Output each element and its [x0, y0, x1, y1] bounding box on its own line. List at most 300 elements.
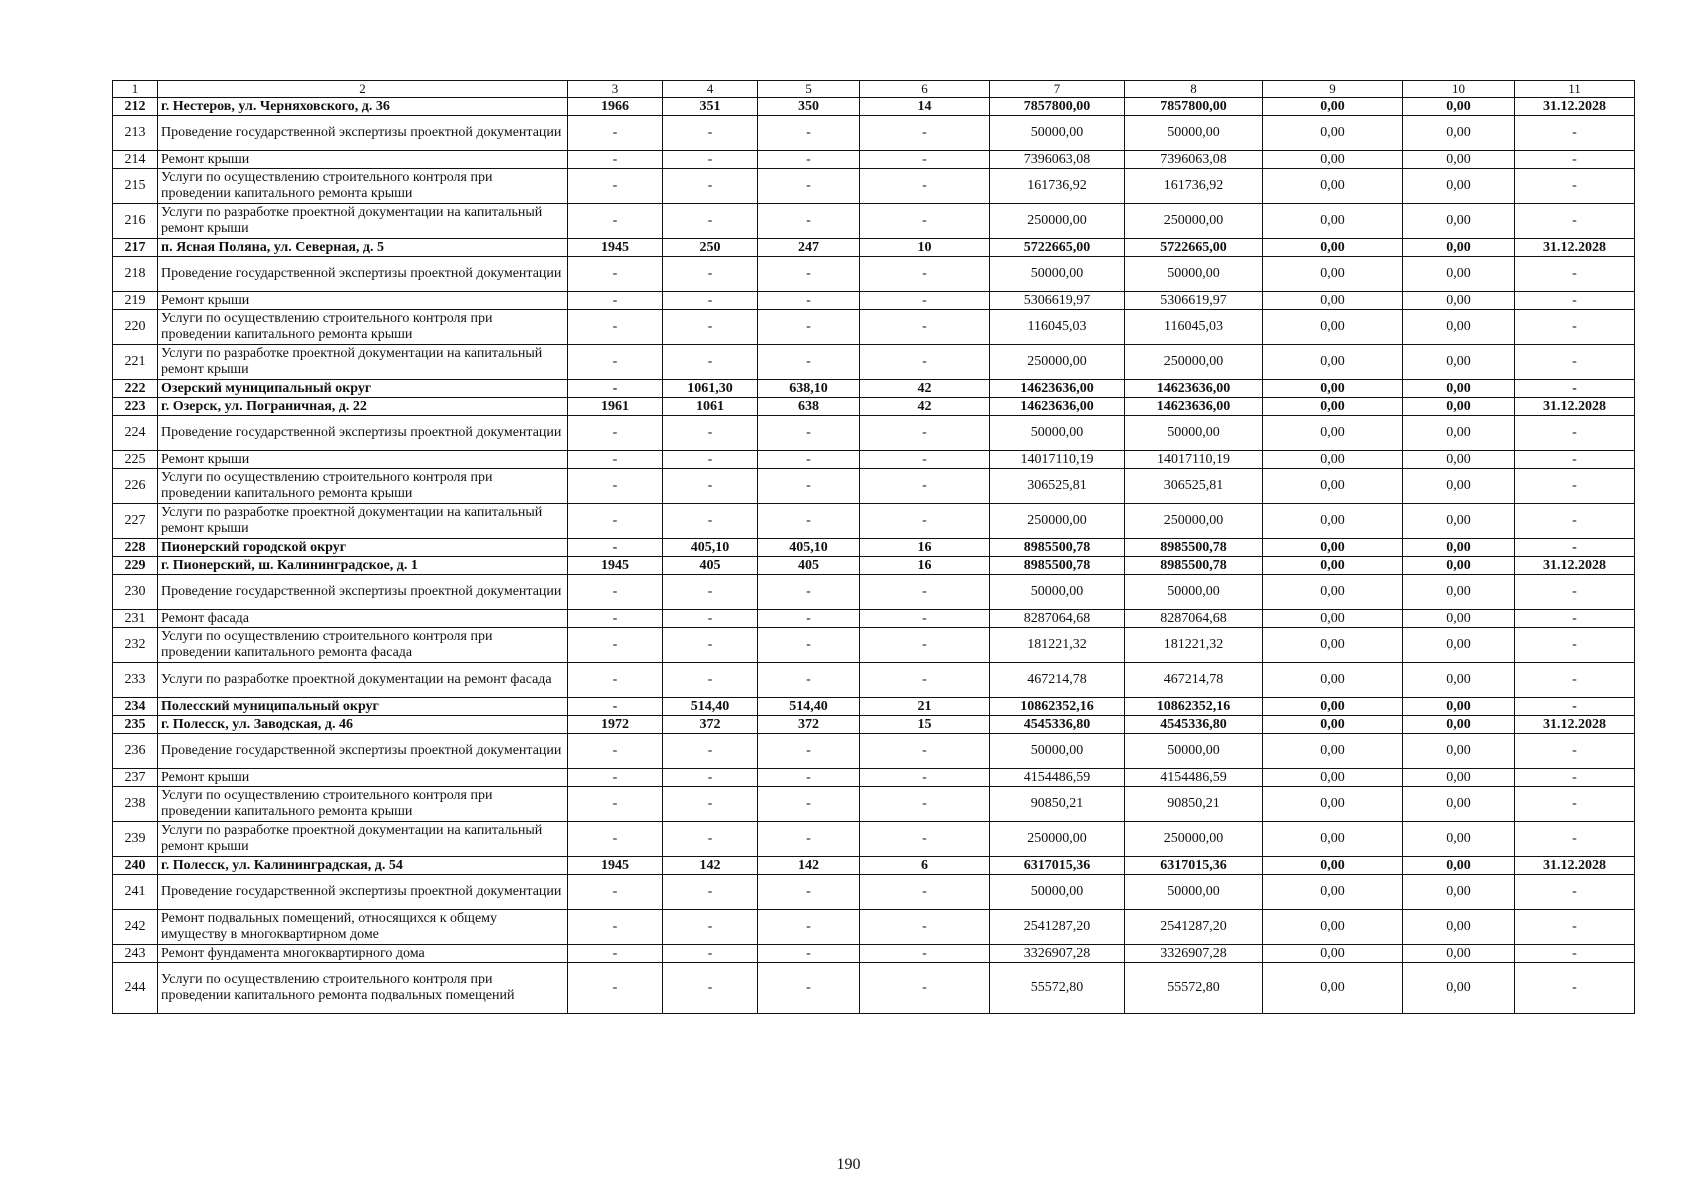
value-cell: 0,00 [1403, 451, 1515, 469]
description-cell: Услуги по разработке проектной документации на капитальный ремонт крыши [158, 345, 568, 380]
table-row [113, 769, 1635, 787]
value-cell: - [663, 116, 758, 151]
table-row [113, 151, 1635, 169]
column-header: 6 [860, 81, 990, 98]
value-cell: 16 [860, 557, 990, 575]
value-cell: 350 [758, 98, 860, 116]
value-cell: - [860, 257, 990, 292]
value-cell: 50000,00 [1125, 257, 1263, 292]
value-cell: 405,10 [663, 539, 758, 557]
value-cell: - [758, 416, 860, 451]
value-cell: - [758, 504, 860, 539]
value-cell: - [860, 469, 990, 504]
value-cell: - [758, 663, 860, 698]
value-cell: 14623636,00 [990, 398, 1125, 416]
value-cell: 50000,00 [1125, 416, 1263, 451]
row-number-cell: 231 [113, 610, 158, 628]
value-cell: 372 [663, 716, 758, 734]
row-number-cell: 230 [113, 575, 158, 610]
row-number-cell: 244 [113, 963, 158, 1014]
value-cell: 0,00 [1263, 787, 1403, 822]
description-cell: Услуги по разработке проектной документации на ремонт фасада [158, 663, 568, 698]
value-cell: - [568, 963, 663, 1014]
value-cell: 0,00 [1263, 116, 1403, 151]
value-cell: 0,00 [1263, 151, 1403, 169]
table-row [113, 663, 1635, 698]
value-cell: 10862352,16 [990, 698, 1125, 716]
value-cell: 55572,80 [990, 963, 1125, 1014]
value-cell: 0,00 [1263, 910, 1403, 945]
value-cell: - [1515, 663, 1635, 698]
value-cell: - [758, 451, 860, 469]
value-cell: 351 [663, 98, 758, 116]
value-cell: 247 [758, 239, 860, 257]
value-cell: - [1515, 734, 1635, 769]
row-number-cell: 224 [113, 416, 158, 451]
value-cell: - [1515, 292, 1635, 310]
description-cell: Проведение государственной экспертизы проектной документации [158, 734, 568, 769]
row-number-cell: 237 [113, 769, 158, 787]
value-cell: - [663, 469, 758, 504]
value-cell: - [758, 734, 860, 769]
value-cell: 0,00 [1263, 557, 1403, 575]
value-cell: - [1515, 787, 1635, 822]
value-cell: 0,00 [1403, 257, 1515, 292]
value-cell: - [663, 663, 758, 698]
row-number-cell: 236 [113, 734, 158, 769]
table-row [113, 451, 1635, 469]
value-cell: - [663, 575, 758, 610]
value-cell: - [568, 945, 663, 963]
value-cell: - [568, 875, 663, 910]
value-cell: 1945 [568, 557, 663, 575]
value-cell: - [1515, 116, 1635, 151]
value-cell: 1961 [568, 398, 663, 416]
value-cell: - [663, 451, 758, 469]
value-cell: 181221,32 [990, 628, 1125, 663]
table-header-row [113, 81, 1635, 98]
table-row [113, 116, 1635, 151]
value-cell: - [860, 945, 990, 963]
value-cell: 0,00 [1263, 469, 1403, 504]
value-cell: - [1515, 469, 1635, 504]
value-cell: - [568, 169, 663, 204]
value-cell: - [568, 734, 663, 769]
value-cell: 7396063,08 [990, 151, 1125, 169]
value-cell: 0,00 [1263, 204, 1403, 239]
value-cell: 405 [758, 557, 860, 575]
value-cell: - [568, 628, 663, 663]
value-cell: - [568, 698, 663, 716]
value-cell: 0,00 [1403, 734, 1515, 769]
value-cell: - [1515, 769, 1635, 787]
value-cell: - [1515, 504, 1635, 539]
row-number-cell: 212 [113, 98, 158, 116]
value-cell: - [1515, 151, 1635, 169]
column-header: 9 [1263, 81, 1403, 98]
value-cell: 42 [860, 380, 990, 398]
value-cell: 5306619,97 [990, 292, 1125, 310]
value-cell: 161736,92 [990, 169, 1125, 204]
value-cell: 514,40 [663, 698, 758, 716]
description-cell: Услуги по осуществлению строительного контроля при проведении капитального ремонта подвальных помещений [158, 963, 568, 1014]
value-cell: 250000,00 [990, 204, 1125, 239]
value-cell: 250000,00 [1125, 822, 1263, 857]
value-cell: 0,00 [1403, 787, 1515, 822]
value-cell: 31.12.2028 [1515, 857, 1635, 875]
value-cell: 8985500,78 [990, 539, 1125, 557]
value-cell: 50000,00 [990, 116, 1125, 151]
description-cell: Проведение государственной экспертизы проектной документации [158, 875, 568, 910]
description-cell: Услуги по разработке проектной документации на капитальный ремонт крыши [158, 822, 568, 857]
description-cell: г. Пионерский, ш. Калининградское, д. 1 [158, 557, 568, 575]
value-cell: - [758, 292, 860, 310]
value-cell: 42 [860, 398, 990, 416]
value-cell: 0,00 [1263, 345, 1403, 380]
table-row [113, 628, 1635, 663]
page-number: 190 [836, 1156, 861, 1173]
description-cell: Услуги по разработке проектной документации на капитальный ремонт крыши [158, 504, 568, 539]
row-number-cell: 241 [113, 875, 158, 910]
table-row [113, 345, 1635, 380]
table-row [113, 557, 1635, 575]
value-cell: - [860, 169, 990, 204]
value-cell: - [568, 345, 663, 380]
value-cell: 0,00 [1403, 310, 1515, 345]
value-cell: - [1515, 910, 1635, 945]
row-number-cell: 214 [113, 151, 158, 169]
value-cell: 0,00 [1403, 857, 1515, 875]
value-cell: 2541287,20 [1125, 910, 1263, 945]
value-cell: 0,00 [1403, 469, 1515, 504]
value-cell: - [663, 769, 758, 787]
value-cell: - [1515, 539, 1635, 557]
value-cell: 0,00 [1403, 575, 1515, 610]
column-header: 11 [1515, 81, 1635, 98]
value-cell: - [663, 310, 758, 345]
value-cell: - [1515, 380, 1635, 398]
row-number-cell: 243 [113, 945, 158, 963]
value-cell: 161736,92 [1125, 169, 1263, 204]
value-cell: 50000,00 [990, 575, 1125, 610]
value-cell: 0,00 [1263, 857, 1403, 875]
value-cell: 4154486,59 [1125, 769, 1263, 787]
value-cell: - [860, 734, 990, 769]
column-header: 4 [663, 81, 758, 98]
value-cell: 1061 [663, 398, 758, 416]
description-cell: Проведение государственной экспертизы проектной документации [158, 116, 568, 151]
row-number-cell: 238 [113, 787, 158, 822]
value-cell: - [1515, 698, 1635, 716]
table-row [113, 398, 1635, 416]
value-cell: 14017110,19 [990, 451, 1125, 469]
value-cell: - [568, 539, 663, 557]
value-cell: 0,00 [1263, 310, 1403, 345]
value-cell: 31.12.2028 [1515, 239, 1635, 257]
value-cell: - [860, 663, 990, 698]
value-cell: 0,00 [1403, 416, 1515, 451]
value-cell: 0,00 [1403, 945, 1515, 963]
row-number-cell: 217 [113, 239, 158, 257]
value-cell: 2541287,20 [990, 910, 1125, 945]
description-cell: Услуги по осуществлению строительного контроля при проведении капитального ремонта фасада [158, 628, 568, 663]
value-cell: 16 [860, 539, 990, 557]
value-cell: 0,00 [1403, 557, 1515, 575]
value-cell: 0,00 [1403, 875, 1515, 910]
value-cell: - [568, 910, 663, 945]
value-cell: - [860, 451, 990, 469]
table-row [113, 469, 1635, 504]
description-cell: Ремонт крыши [158, 292, 568, 310]
value-cell: 0,00 [1403, 169, 1515, 204]
value-cell: 31.12.2028 [1515, 398, 1635, 416]
value-cell: 21 [860, 698, 990, 716]
value-cell: - [663, 504, 758, 539]
value-cell: 0,00 [1263, 169, 1403, 204]
value-cell: 0,00 [1403, 204, 1515, 239]
row-number-cell: 215 [113, 169, 158, 204]
value-cell: 0,00 [1403, 504, 1515, 539]
description-cell: Ремонт крыши [158, 151, 568, 169]
value-cell: - [663, 787, 758, 822]
value-cell: - [758, 204, 860, 239]
value-cell: - [663, 257, 758, 292]
value-cell: - [1515, 822, 1635, 857]
data-table [112, 80, 1635, 1014]
value-cell: 6317015,36 [990, 857, 1125, 875]
value-cell: - [758, 469, 860, 504]
value-cell: - [758, 575, 860, 610]
value-cell: 0,00 [1403, 628, 1515, 663]
value-cell: 31.12.2028 [1515, 716, 1635, 734]
value-cell: 0,00 [1403, 292, 1515, 310]
value-cell: - [1515, 257, 1635, 292]
value-cell: - [1515, 575, 1635, 610]
value-cell: 0,00 [1403, 116, 1515, 151]
row-number-cell: 239 [113, 822, 158, 857]
value-cell: 6 [860, 857, 990, 875]
value-cell: 0,00 [1263, 875, 1403, 910]
column-header: 7 [990, 81, 1125, 98]
table-row [113, 734, 1635, 769]
value-cell: - [758, 963, 860, 1014]
description-cell: Полесский муниципальный округ [158, 698, 568, 716]
value-cell: - [1515, 169, 1635, 204]
table-row [113, 416, 1635, 451]
value-cell: - [758, 875, 860, 910]
value-cell: - [860, 575, 990, 610]
description-cell: Ремонт фундамента многоквартирного дома [158, 945, 568, 963]
table-row [113, 257, 1635, 292]
value-cell: - [860, 310, 990, 345]
value-cell: - [1515, 628, 1635, 663]
table-row [113, 857, 1635, 875]
value-cell: 14017110,19 [1125, 451, 1263, 469]
column-header: 2 [158, 81, 568, 98]
value-cell: 405,10 [758, 539, 860, 557]
value-cell: 0,00 [1263, 610, 1403, 628]
row-number-cell: 233 [113, 663, 158, 698]
value-cell: 4154486,59 [990, 769, 1125, 787]
value-cell: 0,00 [1403, 769, 1515, 787]
value-cell: - [663, 963, 758, 1014]
table-row [113, 539, 1635, 557]
table-row [113, 169, 1635, 204]
value-cell: 5722665,00 [990, 239, 1125, 257]
value-cell: 7396063,08 [1125, 151, 1263, 169]
row-number-cell: 219 [113, 292, 158, 310]
value-cell: 638 [758, 398, 860, 416]
row-number-cell: 221 [113, 345, 158, 380]
description-cell: Услуги по осуществлению строительного контроля при проведении капитального ремонта крыши [158, 787, 568, 822]
value-cell: - [1515, 204, 1635, 239]
description-cell: Проведение государственной экспертизы проектной документации [158, 416, 568, 451]
value-cell: 250000,00 [990, 822, 1125, 857]
column-header: 5 [758, 81, 860, 98]
row-number-cell: 218 [113, 257, 158, 292]
value-cell: 1061,30 [663, 380, 758, 398]
value-cell: 0,00 [1263, 822, 1403, 857]
table-row [113, 716, 1635, 734]
value-cell: - [568, 151, 663, 169]
value-cell: - [758, 787, 860, 822]
value-cell: 1966 [568, 98, 663, 116]
value-cell: 0,00 [1263, 292, 1403, 310]
value-cell: 4545336,80 [990, 716, 1125, 734]
column-header: 3 [568, 81, 663, 98]
value-cell: - [663, 151, 758, 169]
value-cell: 514,40 [758, 698, 860, 716]
table-row [113, 239, 1635, 257]
value-cell: 0,00 [1263, 257, 1403, 292]
value-cell: - [758, 610, 860, 628]
value-cell: 0,00 [1263, 504, 1403, 539]
value-cell: 55572,80 [1125, 963, 1263, 1014]
value-cell: 50000,00 [1125, 575, 1263, 610]
value-cell: 0,00 [1403, 539, 1515, 557]
value-cell: 0,00 [1263, 945, 1403, 963]
row-number-cell: 216 [113, 204, 158, 239]
description-cell: Услуги по осуществлению строительного контроля при проведении капитального ремонта крыши [158, 469, 568, 504]
row-number-cell: 227 [113, 504, 158, 539]
table-row [113, 963, 1635, 1014]
value-cell: - [860, 628, 990, 663]
value-cell: 8287064,68 [1125, 610, 1263, 628]
value-cell: - [758, 910, 860, 945]
row-number-cell: 229 [113, 557, 158, 575]
value-cell: 250000,00 [990, 345, 1125, 380]
row-number-cell: 225 [113, 451, 158, 469]
value-cell: 0,00 [1263, 239, 1403, 257]
table-row [113, 504, 1635, 539]
value-cell: - [568, 451, 663, 469]
value-cell: 6317015,36 [1125, 857, 1263, 875]
value-cell: - [663, 910, 758, 945]
value-cell: - [758, 257, 860, 292]
value-cell: - [663, 822, 758, 857]
value-cell: 0,00 [1263, 380, 1403, 398]
value-cell: 116045,03 [990, 310, 1125, 345]
value-cell: 0,00 [1263, 539, 1403, 557]
column-header: 10 [1403, 81, 1515, 98]
value-cell: 50000,00 [990, 257, 1125, 292]
value-cell: - [568, 257, 663, 292]
value-cell: 0,00 [1263, 98, 1403, 116]
row-number-cell: 228 [113, 539, 158, 557]
value-cell: 50000,00 [1125, 116, 1263, 151]
description-cell: Озерский муниципальный округ [158, 380, 568, 398]
value-cell: 0,00 [1263, 416, 1403, 451]
value-cell: 50000,00 [990, 416, 1125, 451]
value-cell: 116045,03 [1125, 310, 1263, 345]
value-cell: - [860, 822, 990, 857]
value-cell: 0,00 [1403, 380, 1515, 398]
value-cell: 50000,00 [990, 734, 1125, 769]
table-row [113, 380, 1635, 398]
value-cell: - [663, 945, 758, 963]
value-cell: - [1515, 875, 1635, 910]
value-cell: - [663, 610, 758, 628]
value-cell: 50000,00 [1125, 734, 1263, 769]
value-cell: 467214,78 [1125, 663, 1263, 698]
table-row [113, 292, 1635, 310]
value-cell: - [568, 469, 663, 504]
value-cell: 0,00 [1403, 716, 1515, 734]
value-cell: 7857800,00 [990, 98, 1125, 116]
value-cell: - [568, 292, 663, 310]
row-number-cell: 235 [113, 716, 158, 734]
value-cell: 0,00 [1403, 151, 1515, 169]
description-cell: Услуги по осуществлению строительного контроля при проведении капитального ремонта крыши [158, 169, 568, 204]
table-row [113, 204, 1635, 239]
value-cell: 0,00 [1263, 628, 1403, 663]
value-cell: - [758, 769, 860, 787]
value-cell: - [663, 875, 758, 910]
value-cell: - [568, 575, 663, 610]
value-cell: - [663, 628, 758, 663]
value-cell: - [568, 310, 663, 345]
value-cell: 0,00 [1263, 451, 1403, 469]
row-number-cell: 240 [113, 857, 158, 875]
value-cell: 14 [860, 98, 990, 116]
row-number-cell: 220 [113, 310, 158, 345]
value-cell: - [860, 151, 990, 169]
value-cell: 31.12.2028 [1515, 98, 1635, 116]
value-cell: - [663, 292, 758, 310]
value-cell: - [1515, 945, 1635, 963]
value-cell: 90850,21 [990, 787, 1125, 822]
value-cell: 14623636,00 [990, 380, 1125, 398]
value-cell: - [758, 945, 860, 963]
value-cell: - [860, 769, 990, 787]
value-cell: 8985500,78 [1125, 557, 1263, 575]
value-cell: - [860, 610, 990, 628]
description-cell: Услуги по разработке проектной документации на капитальный ремонт крыши [158, 204, 568, 239]
value-cell: - [1515, 610, 1635, 628]
value-cell: - [663, 734, 758, 769]
description-cell: Ремонт крыши [158, 769, 568, 787]
value-cell: - [758, 310, 860, 345]
value-cell: - [568, 769, 663, 787]
value-cell: 1972 [568, 716, 663, 734]
row-number-cell: 226 [113, 469, 158, 504]
value-cell: 0,00 [1403, 98, 1515, 116]
value-cell: - [1515, 310, 1635, 345]
value-cell: 10 [860, 239, 990, 257]
table-row [113, 945, 1635, 963]
value-cell: 0,00 [1403, 663, 1515, 698]
value-cell: - [663, 416, 758, 451]
